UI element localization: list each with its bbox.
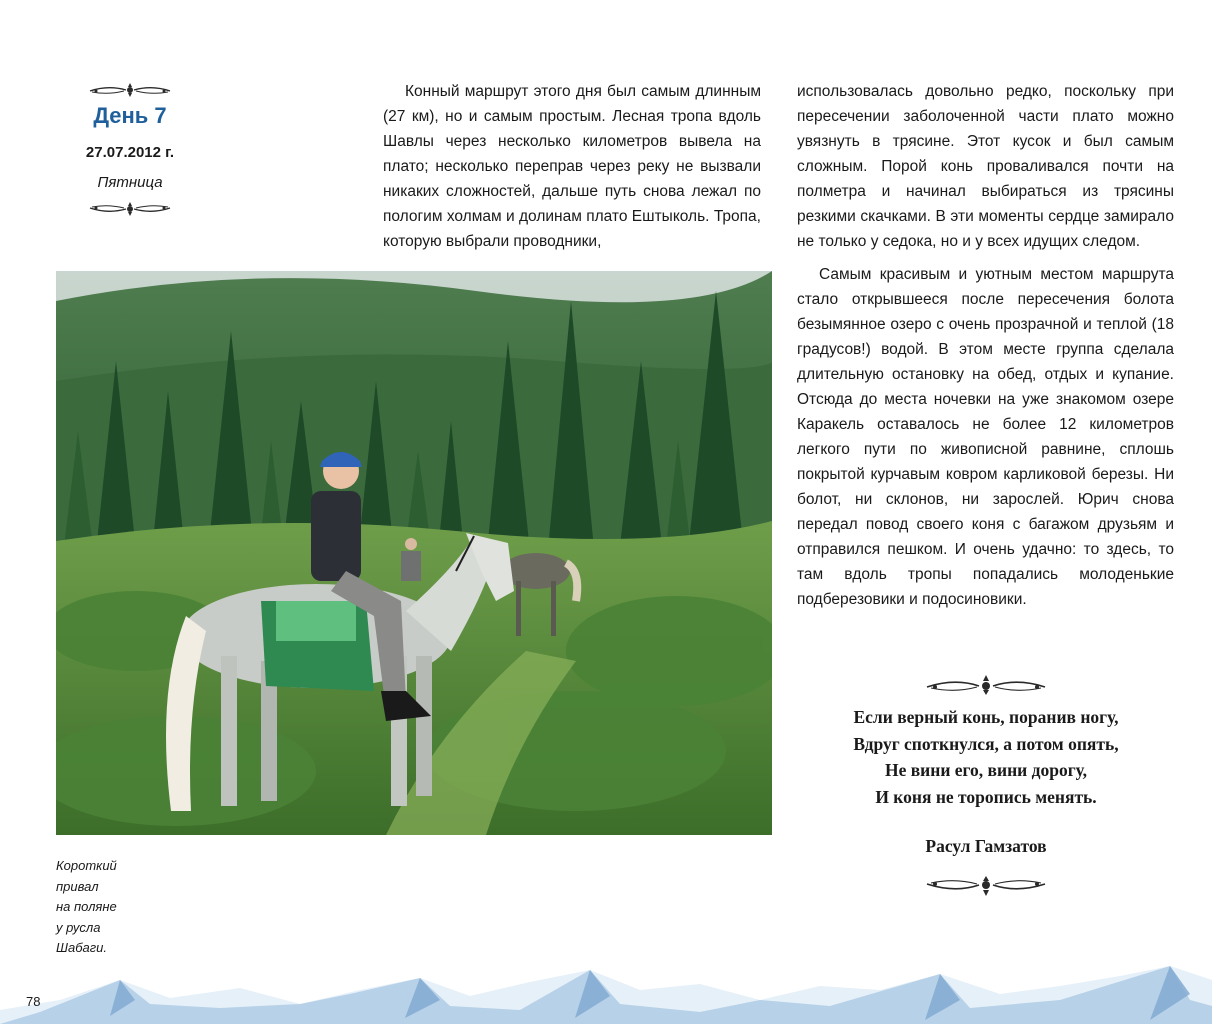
ornament-divider-poem-top xyxy=(925,674,1047,696)
article-column-2-top xyxy=(797,79,1174,254)
paragraph-2: Самым красивым и уютным местом маршрута стало открывшееся после пересечения болота безымянное озеро с очень прозрачной и теплой (18 градусов!) водой. В этом месте группа сделала длительную остановку на обед, отдых и купание. Отсюда до места ночевки на уже знакомом озере Каракель оставалось не более 12 километров легкого пути по живописной равнине, сплошь покрытой курчавым ковром карликовой березы. Ни болот, ни склонов, ни зарослей. Юрич снова передал повод своего коня с багажом друзьям и отправился пешком. И очень удачно: то здесь, то там вдоль тропы попадались молоденькие подберезовики и подосиновики. xyxy=(797,266,1174,608)
photo-rider-on-horse xyxy=(56,271,772,835)
caption-line: на поляне xyxy=(56,899,117,914)
poem-line: Вдруг споткнулся, а потом опять, xyxy=(853,733,1119,754)
poem-line: Если верный конь, поранив ногу, xyxy=(853,707,1119,727)
caption-line: привал xyxy=(56,878,99,894)
poem-line: И коня не торопись менять. xyxy=(875,786,1097,807)
ornament-divider-poem-bottom xyxy=(925,875,1047,897)
ornament-divider-bottom-left xyxy=(88,201,172,217)
caption-line: Короткий xyxy=(56,858,117,873)
photo-caption xyxy=(56,856,156,959)
paragraph-1-continued: использовалась довольно редко, поскольку при пересечении заболоченной части плато можно увязнуть в трясине. Этот кусок и был самым сложным. Порой конь проваливался почти на полметра и начинал выбираться из трясины резкими скачками. В эти моменты сердце замирало не только у седока, но и у всех идущих следом. xyxy=(797,83,1174,250)
day-date: 27.07.2012 г. xyxy=(85,144,175,161)
page-number: 78 xyxy=(26,994,41,1009)
poem xyxy=(800,704,1172,810)
ornament-divider-top-left xyxy=(88,82,172,98)
article-column-2-bottom xyxy=(797,262,1174,612)
mountain-band-decoration xyxy=(0,960,1212,1024)
caption-line: Шабаги. xyxy=(56,940,107,955)
article-column-1 xyxy=(383,79,761,254)
poem-line: Не вини его, вини дорогу, xyxy=(884,760,1088,780)
poem-author: Расул Гамзатов xyxy=(925,836,1047,856)
caption-line: у русла xyxy=(56,919,101,935)
paragraph-1: Конный маршрут этого дня был самым длинным (27 км), но и самым простым. Лесная тропа вдоль Шавлы через несколько километров вывела на плато; несколько переправ через реку не вызвали никаких сложностей, дальше путь снова лежал по пологим холмам и долинам плато Ештыколь. Тропа, которую выбрали проводники, xyxy=(383,83,761,250)
day-weekday: Пятница xyxy=(97,174,163,191)
day-title: День 7 xyxy=(93,103,167,128)
